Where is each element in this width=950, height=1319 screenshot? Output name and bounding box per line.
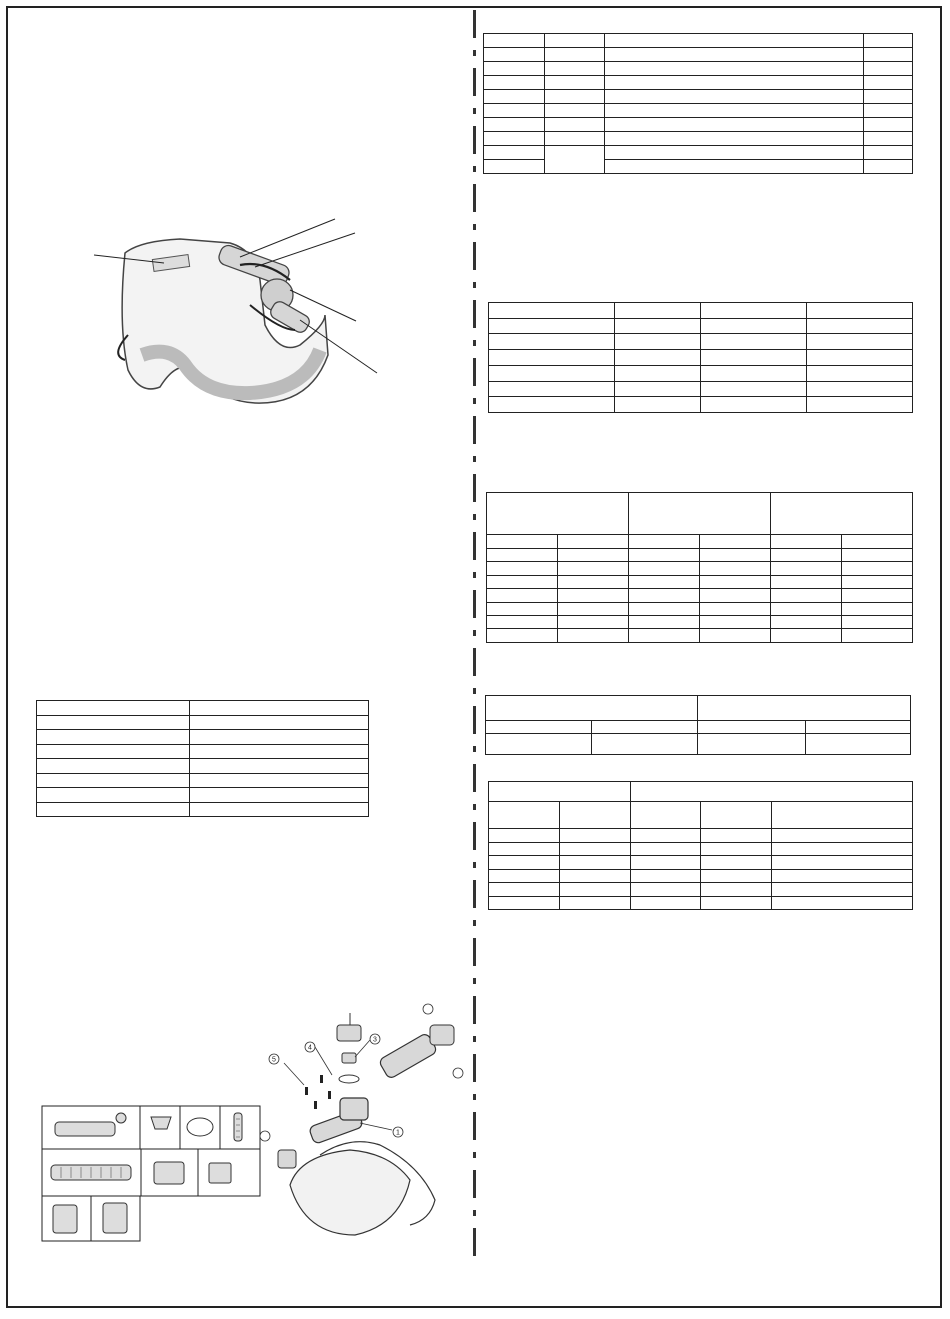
table-2: [488, 302, 913, 413]
table-5: [488, 781, 913, 910]
callout-4: 4: [308, 1044, 312, 1052]
table-4: [485, 695, 911, 755]
callout-5: 5: [272, 1056, 276, 1064]
callout-3: 3: [373, 1036, 377, 1044]
column-divider: [473, 10, 476, 1265]
unit-illustration: [80, 205, 390, 420]
exploded-view: [260, 995, 470, 1245]
parts-grid: [41, 1105, 262, 1242]
table-6: [36, 700, 369, 817]
table-1: [483, 33, 913, 174]
callout-1: 1: [396, 1129, 400, 1137]
table-3: [486, 492, 913, 643]
